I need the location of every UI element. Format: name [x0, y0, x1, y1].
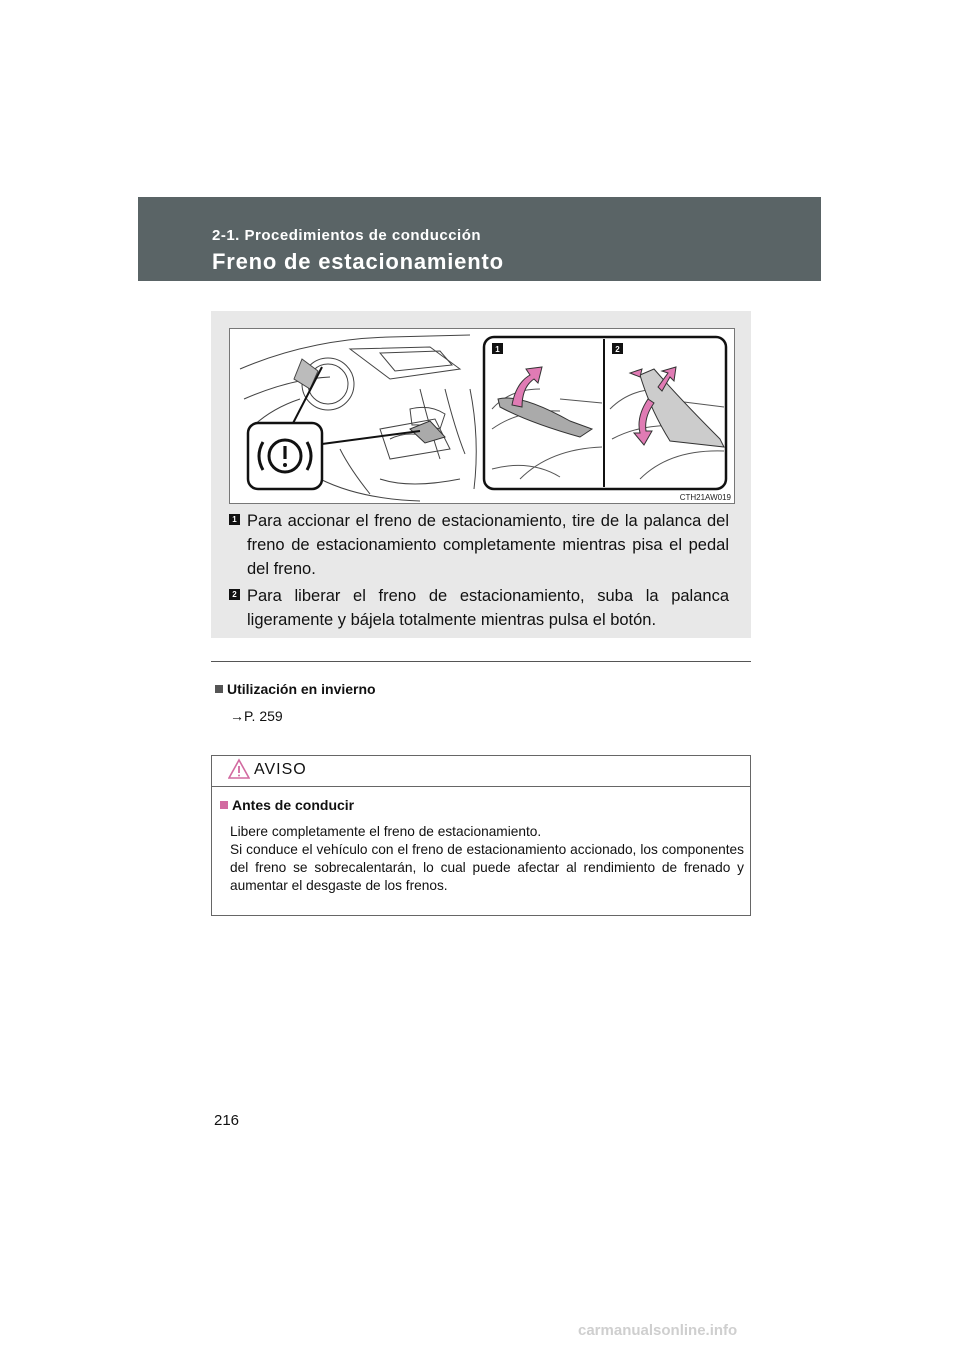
step-2: [229, 584, 729, 632]
warning-title: AVISO: [254, 761, 307, 778]
step-2-number: 2: [229, 589, 240, 600]
warning-subheading: [220, 797, 354, 813]
warning-box: [211, 755, 751, 916]
warning-body: [230, 823, 744, 895]
header-band: [138, 197, 821, 281]
page-number: 216: [214, 1112, 240, 1129]
illustration-drawing: [230, 329, 734, 503]
note-heading-text: Utilización en invierno: [227, 681, 376, 697]
info-panel: [211, 311, 751, 638]
page-reference[interactable]: →P. 259: [230, 708, 283, 724]
section-label: 2-1. Procedimientos de conducción: [212, 227, 482, 244]
warning-paragraph: Si conduce el vehículo con el freno de estacionamiento accionado, los componentes del freno se sobrecalentarán, lo cual puede afectar al rendimiento de frenado y aumentar el desgaste de los frenos.: [230, 842, 744, 893]
warning-triangle-icon: [228, 758, 250, 780]
warning-paragraph: Libere completamente el freno de estacionamiento.: [230, 824, 542, 839]
step-1-number: 1: [229, 514, 240, 525]
note-heading: [215, 681, 376, 697]
figure-code: CTH21AW019: [679, 493, 731, 502]
warning-subheading-text: Antes de conducir: [232, 797, 355, 813]
step-1: [229, 509, 729, 581]
step-2-marker-number: 2: [615, 345, 620, 354]
footer-watermark: carmanualsonline.info: [578, 1322, 738, 1339]
step-2-text: Para liberar el freno de estacionamiento, suba la palanca ligeramente y bájela totalmente mientras pulsa el botón.: [247, 587, 729, 629]
section-divider: [211, 661, 751, 662]
step-1-text: Para accionar el freno de estacionamiento, tire de la palanca del freno de estacionamiento completamente mientras pisa el pedal del freno.: [247, 512, 729, 578]
page-title: Freno de estacionamiento: [212, 249, 504, 274]
square-bullet-icon: [220, 801, 228, 809]
step-1-marker-number: 1: [495, 345, 500, 354]
square-bullet-icon: [215, 685, 223, 693]
warning-header: [212, 756, 750, 787]
parking-brake-illustration: [229, 328, 735, 504]
